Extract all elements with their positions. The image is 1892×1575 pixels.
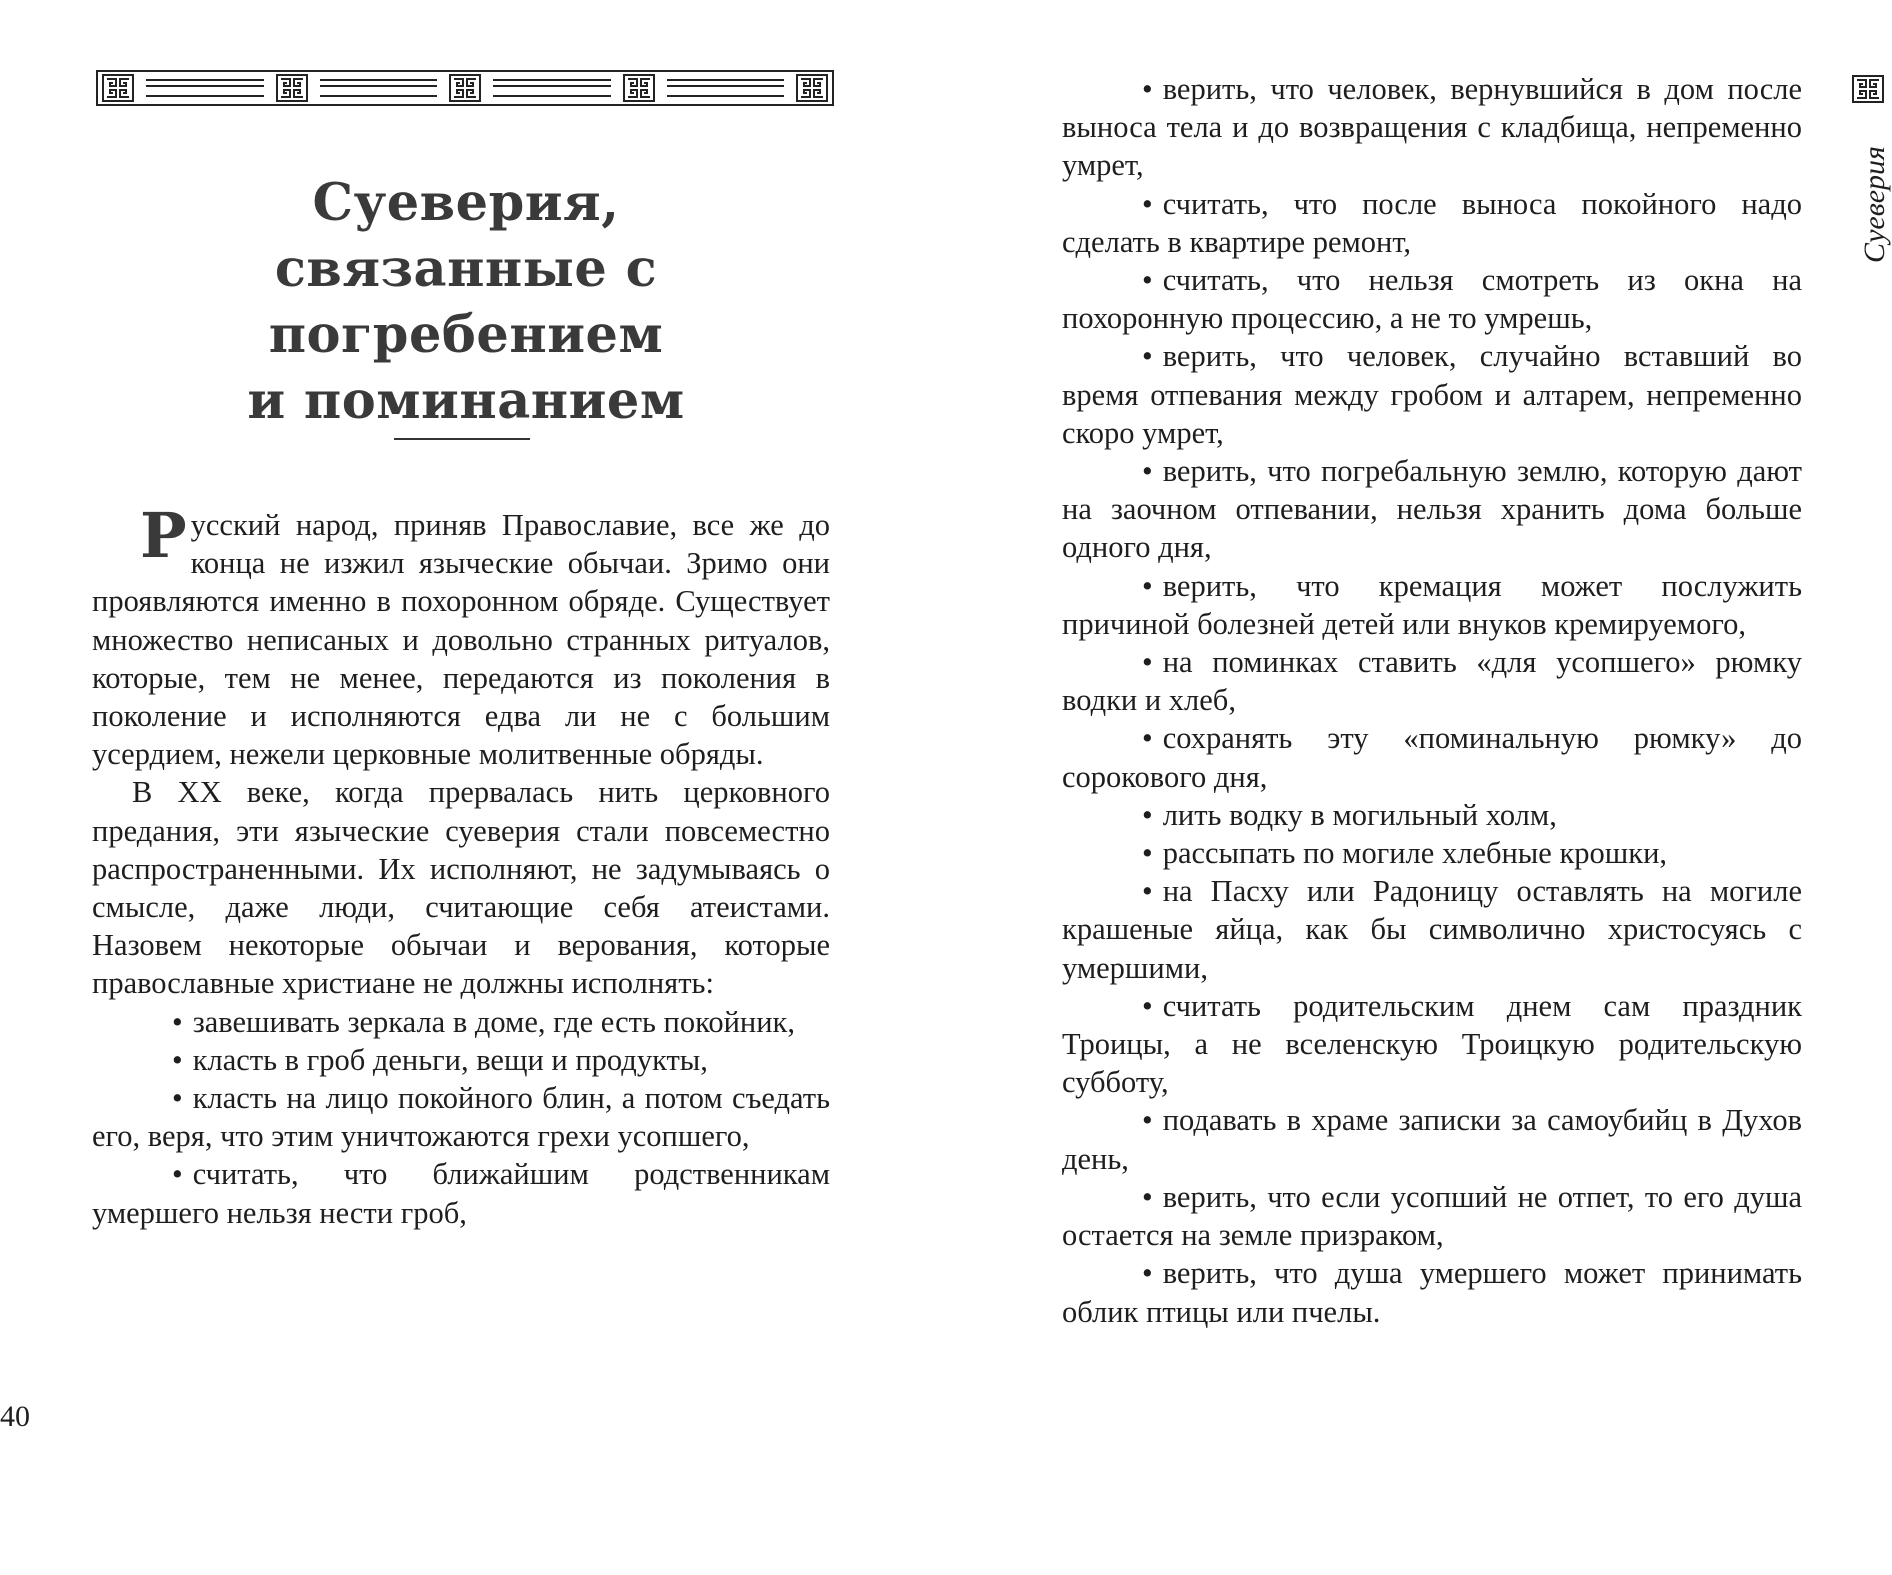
bullet-icon: • [1142,1256,1153,1291]
bullet-text: верить, что погребальную землю, которую дают на заочном отпевании, нельзя хранить дома больше одного дня, [1062,454,1802,565]
bullet-text: верить, что человек, вернувшийся в дом после выноса тела и до возвращения с кладбища, непременно умрет, [1062,72,1802,183]
intro-paragraph [92,499,830,773]
bullet-text: на Пасху или Радоницу оставлять на могиле крашеные яйца, как бы символично христосуясь с умершими, [1062,874,1802,985]
bullet-text: считать, что нельзя смотреть из окна на похоронную процессию, а не то умрешь, [1062,263,1802,336]
bullet-icon: • [1142,645,1153,680]
bullet-item [1062,185,1802,261]
bullet-item [1062,796,1802,834]
title-divider [394,438,530,440]
bullet-icon: • [1142,568,1153,603]
bullet-item [1062,1254,1802,1330]
bullet-item [1062,643,1802,719]
bullet-text: класть в гроб деньги, вещи и продукты, [192,1042,708,1077]
bullet-icon: • [1142,1179,1153,1214]
bullet-icon: • [1142,1103,1153,1138]
bullet-text: завешивать зеркала в доме, где есть покойник, [192,1004,796,1039]
title-line: Суеверия, [312,173,620,233]
bullet-item [1062,337,1802,452]
ornament-rule [493,79,611,97]
knot-ornament-icon [623,74,655,102]
bullet-text: верить, что душа умершего может принимать облик птицы или пчелы. [1062,1256,1802,1329]
running-head: Суеверия [1858,146,1891,263]
ornament-band [96,70,834,106]
bullet-text: считать, что ближайшим родственникам умершего нельзя нести гроб, [92,1157,830,1230]
bullet-item [1062,567,1802,643]
bullet-item [92,1079,830,1155]
bullet-item [92,1155,830,1231]
bullet-text: считать, что после выноса покойного надо сделать в квартире ремонт, [1062,186,1802,259]
knot-ornament-icon [276,74,308,102]
bullet-text: верить, что человек, случайно вставший во время отпевания между гробом и алтарем, непременно скоро умрет, [1062,339,1802,450]
bullet-icon: • [1142,186,1153,221]
knot-ornament-icon [796,74,828,102]
bullet-icon: • [172,1004,183,1039]
page-number: 40 [0,1400,30,1433]
title-line: и поминанием [247,371,685,431]
bullet-text: верить, что если усопший не отпет, то его душа остается на земле призраком, [1062,1179,1802,1253]
bullet-icon: • [1142,797,1153,832]
bullet-item [1062,452,1802,567]
knot-ornament-icon [1852,74,1884,104]
bullet-icon: • [172,1042,183,1077]
bullet-item [1062,719,1802,795]
title-line: связанные с погребением [268,239,664,365]
bullet-item [92,1003,830,1041]
bullet-item [1062,70,1802,185]
drop-cap: Р [140,499,187,572]
bullet-icon: • [1142,263,1153,298]
left-page-text [92,499,830,1232]
bullet-icon: • [1142,72,1153,106]
right-page-text [1062,70,1802,1331]
bullet-item [1062,872,1802,987]
bullet-text: лить водку в могильный холм, [1162,797,1557,832]
intro-paragraph-2: В XX веке, когда прервалась нить церковного предания, эти языческие суеверия стали повсеместно распространенными. Их исполняют, не задумываясь о смысле, даже люди, считающие себя атеистами. Назовем некоторые обычаи и верования, которые православные христиане не должны исполнять: [92,775,830,1001]
knot-ornament-icon [449,74,481,102]
bullet-text: класть на лицо покойного блин, а потом съедать его, веря, что этим уничтожаются грехи усопшего, [92,1081,830,1154]
bullet-icon: • [1142,836,1153,871]
bullet-item [1062,1178,1802,1254]
bullet-icon: • [1142,721,1153,756]
chapter-title [96,170,836,434]
bullet-item [1062,261,1802,337]
bullet-text: сохранять эту «поминальную рюмку» до сорокового дня, [1062,721,1802,794]
intro-text: усский народ, приняв Православие, все же до конца не изжил языческие обычаи. Зримо они проявляются именно в похоронном обряде. Существует множество неписаных и довольно странных ритуалов, которые, тем не менее, передаются из поколения в поколение и исполняются едва ли не с большим усердием, нежели церковные молитвенные обряды. [92,508,830,772]
bullet-item [1062,1101,1802,1177]
ornament-rule [320,79,438,97]
bullet-icon: • [1142,988,1153,1023]
bullet-item [1062,987,1802,1102]
bullet-text: рассыпать по могиле хлебные крошки, [1162,836,1668,871]
ornament-rule [146,79,264,97]
bullet-item [1062,834,1802,872]
bullet-text: на поминках ставить «для усопшего» рюмку водки и хлеб, [1062,645,1802,718]
bullet-icon: • [172,1157,183,1192]
bullet-icon: • [1142,874,1153,909]
knot-ornament-icon [102,74,134,102]
bullet-icon: • [1142,339,1153,374]
bullet-text: считать родительским днем сам праздник Троицы, а не вселенскую Троицкую родительскую субботу, [1062,988,1802,1100]
bullet-item [92,1041,830,1079]
bullet-text: верить, что кремация может послужить причиной болезней детей или внуков кремируемого, [1062,568,1802,641]
bullet-icon: • [1142,454,1153,489]
ornament-rule [667,79,785,97]
bullet-icon: • [172,1081,183,1116]
bullet-text: подавать в храме записки за самоубийц в Духов день, [1062,1103,1802,1176]
